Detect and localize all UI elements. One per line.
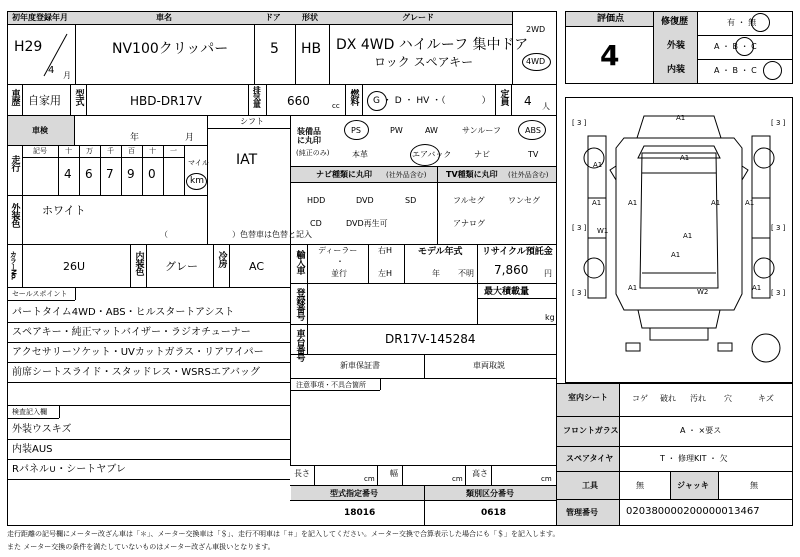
model-year-unit: 年 (432, 269, 440, 278)
interior-color-value: グレー (165, 260, 198, 273)
max-load-label: 最大積載量 (484, 287, 530, 297)
tools-label: 工具 (582, 481, 598, 490)
spare-tire-options: T ・ 修理KIT ・ 欠 (660, 454, 728, 463)
interior-label: 内装 (667, 65, 686, 75)
color-no-label: カラーNo. (9, 251, 18, 280)
equipment-item: 本革 (352, 150, 368, 159)
control-label: 管理番号 (566, 508, 598, 517)
mileage-label: 走行 (9, 155, 20, 171)
grade-line2: ロック スペアキー (374, 55, 474, 69)
sales-point: スペアキー・純正マットバイザー・ラジオチューナー (12, 327, 251, 338)
notes-label: 注意事項・不具合箇所 (296, 381, 366, 389)
tv-analog: アナログ (453, 219, 485, 228)
repair-options: 有 ・ 無 (727, 18, 757, 27)
grade-line1: DX 4WD ハイルーフ 集中ドア (336, 37, 529, 53)
abs-circle (518, 120, 546, 140)
capacity-label: 定員 (498, 89, 509, 105)
color-note: （ ）色替車は色替と記入 (160, 230, 312, 239)
recycle-label: リサイクル預託金 (482, 247, 553, 257)
ps-circle (344, 120, 369, 140)
recycle-unit: 円 (544, 269, 552, 278)
damage-mark: A1 (683, 232, 693, 240)
damage-mark: A1 (592, 199, 602, 207)
model-year-value: 不明 (458, 269, 474, 278)
mileage-digit: 0 (148, 167, 156, 181)
damage-mark: A1 (671, 251, 681, 259)
control-value: 020380000200000013467 (626, 506, 760, 517)
import-parallel: 並行 (331, 269, 347, 278)
sales-point: 前席シートスライド・スタッドレス・WSRSエアバッグ (12, 367, 261, 378)
equipment-item: PS (351, 126, 361, 135)
sales-divider (7, 322, 290, 323)
navi-dvd: DVD (356, 196, 374, 205)
bracket-mark: [ 3 ] (771, 224, 786, 232)
equipment-item: エアバック (412, 150, 452, 159)
model-value: HBD-DR17V (130, 94, 202, 108)
shape-label: 形状 (302, 13, 318, 22)
width-label: 幅 (390, 469, 398, 478)
equipment-item: サンルーフ (462, 126, 501, 135)
equipment-item: ナビ (474, 150, 490, 159)
interior-options: A ・ B ・ C (714, 66, 757, 75)
digit-divider (121, 145, 122, 195)
digit-divider (142, 145, 143, 195)
jack-value: 無 (750, 481, 758, 490)
recycle-value: 7,860 (494, 263, 529, 277)
navi-label: ナビ種類に丸印 (316, 170, 372, 179)
damage-mark: A1 (628, 199, 638, 207)
damage-mark: A1 (628, 284, 638, 292)
doors-value: 5 (270, 41, 279, 57)
bracket-mark: [ 3 ] (572, 289, 587, 297)
capacity-value: 4 (524, 94, 532, 108)
shift-label: シフト (240, 117, 264, 126)
score-value: 4 (600, 39, 620, 72)
bracket-mark: [ 3 ] (572, 224, 587, 232)
height-unit: cm (541, 475, 552, 483)
sheet-option: 汚れ (690, 394, 706, 403)
sales-divider (7, 362, 290, 363)
front-glass-label: フロントガラス (563, 426, 619, 435)
bracket-mark: [ 3 ] (572, 119, 587, 127)
car-name-value: NV100クリッパー (112, 41, 229, 57)
displacement-unit: cc (332, 102, 340, 110)
exterior-options: A ・ B ・ C (714, 42, 757, 51)
length-label: 長さ (294, 469, 310, 478)
displacement-value: 660 (287, 94, 310, 108)
front-glass-options: A ・ ×要ス (680, 426, 722, 435)
digit-header: 一 (170, 147, 177, 155)
digit-header: 十 (149, 147, 156, 155)
reg-month: 4 (48, 65, 55, 76)
sheet-option: キズ (758, 394, 774, 403)
chassis-label: 車台番号 (294, 329, 305, 361)
usage-label: 車歴 (9, 89, 20, 105)
designation-value: 18016 (344, 508, 376, 518)
fuel-options: G ・ D ・ HV ・（ ） (373, 96, 491, 106)
digit-divider (100, 145, 101, 195)
sales-points-label: セールスポイント (12, 290, 68, 298)
door-label: ドア (265, 13, 281, 22)
reg-year-label: 初年度登録年月 (12, 13, 68, 22)
damage-mark: A1 (745, 199, 755, 207)
bracket-mark: [ 3 ] (771, 289, 786, 297)
repair-label: 修復歴 (661, 17, 689, 27)
reg-era: H29 (14, 39, 43, 55)
fuel-label: 燃料 (348, 89, 359, 105)
inspector-note: Rパネル∪・シートヤブレ (12, 464, 126, 475)
sheet-option: 穴 (724, 394, 732, 403)
capacity-unit: 人 (542, 102, 550, 111)
mileage-digit: 6 (85, 167, 93, 181)
mileage-digit: 7 (106, 167, 114, 181)
tv-label: TV種類に丸印 (446, 170, 498, 179)
sales-point: アクセサリーソケット・UVカットガラス・リアワイパー (12, 347, 264, 358)
inspector-divider (7, 459, 290, 460)
digit-divider (163, 145, 164, 195)
inspector-label: 検査記入欄 (12, 408, 47, 416)
tv-fullseg: フルセグ (453, 196, 485, 205)
spare-tire-label: スペアタイヤ (566, 454, 614, 463)
mileage-unit-km: km (190, 176, 204, 186)
tools-value: 無 (636, 481, 644, 490)
digit-header: 千 (107, 147, 114, 155)
digit-divider (184, 145, 185, 195)
damage-mark: A1 (711, 199, 721, 207)
sales-divider (7, 342, 290, 343)
import-right: 右H (378, 246, 393, 255)
equipment-item: AW (425, 126, 438, 135)
digit-divider (58, 145, 59, 195)
drive-4wd: 4WD (526, 57, 546, 66)
bracket-mark: [ 3 ] (771, 119, 786, 127)
jack-label: ジャッキ (677, 481, 709, 490)
displacement-label: 排気量 (252, 86, 262, 107)
shape-value: HB (301, 41, 322, 57)
airbag-circle (410, 144, 440, 166)
equipment-item: ABS (525, 126, 541, 135)
manual-label: 車両取説 (473, 361, 505, 370)
inspection-month-unit: 月 (185, 133, 195, 143)
inspector-note: 内装AUS (12, 444, 53, 455)
digit-header: 百 (128, 147, 135, 155)
sales-divider (7, 382, 290, 383)
grade-label: グレード (402, 13, 434, 22)
damage-mark: W2 (697, 288, 709, 296)
category-value: 0618 (481, 508, 507, 518)
navi-sub: (社外品含む) (386, 171, 427, 179)
max-load-unit: kg (545, 313, 555, 322)
import-dot: ・ (336, 257, 344, 266)
sales-point: パートタイム4WD・ABS・ヒルスタートアシスト (12, 307, 235, 318)
footer-line2: また メーター交換の条件を満たしていないものはメーター改ざん車扱いとなります。 (7, 543, 275, 551)
interior-circle (763, 61, 782, 80)
tv-oneseg: ワンセグ (508, 196, 540, 205)
inspection-year-unit: 年 (130, 133, 140, 143)
digit-divider (79, 145, 80, 195)
category-label: 類別区分番号 (466, 489, 514, 498)
mileage-digit: 9 (127, 167, 135, 181)
score-label: 評価点 (597, 14, 625, 24)
mileage-sub-label: 記号 (33, 147, 47, 155)
reg-number-label: 登録番号 (294, 288, 305, 320)
inspector-divider (7, 439, 290, 440)
reg-month-unit: 月 (63, 71, 71, 80)
import-dealer: ディーラー (318, 246, 358, 255)
import-label: 輸入車 (294, 250, 305, 274)
main-form (7, 11, 557, 526)
equipment-sub-label: (純正のみ) (296, 149, 330, 157)
mileage-unit-mile: マイル (188, 159, 209, 167)
inspection-label: 車検 (32, 126, 48, 135)
height-label: 高さ (472, 469, 488, 478)
repair-circle (751, 13, 770, 32)
exterior-label: 外装 (667, 41, 686, 51)
car-name-label: 車名 (156, 13, 172, 22)
import-left: 左H (378, 269, 393, 278)
color-value: ホワイト (42, 204, 86, 217)
ac-value: AC (249, 260, 265, 273)
navi-sd: SD (405, 196, 417, 205)
chassis-value: DR17V-145284 (385, 332, 476, 346)
car-diagram-drawing (566, 98, 792, 382)
digit-header: 十 (65, 147, 72, 155)
navi-cd: CD (310, 219, 322, 228)
damage-mark: A1 (680, 154, 690, 162)
color-no-value: 26U (63, 260, 86, 273)
navi-dvd-play: DVD再生可 (346, 219, 388, 228)
usage-value: 自家用 (28, 94, 61, 107)
designation-label: 型式指定番号 (330, 489, 378, 498)
inspector-note: 外装ウスキズ (12, 424, 72, 435)
equipment-item: PW (390, 126, 403, 135)
warranty-label: 新車保証書 (340, 361, 380, 370)
damage-mark: A1 (593, 161, 603, 169)
equipment-label: 装備品に丸印 (297, 127, 321, 146)
shift-value: IAT (236, 152, 258, 168)
width-unit: cm (452, 475, 463, 483)
inspector-divider (7, 479, 290, 480)
mileage-digit: 4 (64, 167, 72, 181)
damage-mark: A1 (752, 284, 762, 292)
tv-sub: (社外品含む) (508, 171, 549, 179)
model-year-label: モデル年式 (418, 247, 463, 257)
length-unit: cm (364, 475, 375, 483)
drive-2wd: 2WD (526, 25, 546, 34)
model-label: 型式 (73, 89, 84, 105)
exterior-circle (735, 37, 754, 56)
equipment-item: TV (528, 150, 539, 159)
interior-sheet-label: 室内シート (568, 393, 608, 402)
digit-header: 万 (86, 147, 93, 155)
interior-color-label: 内装色 (133, 251, 144, 275)
sheet-option: 破れ (660, 394, 676, 403)
sheet-option: コゲ (632, 394, 648, 403)
navi-hdd: HDD (307, 196, 326, 205)
color-label: 外装色 (9, 203, 20, 227)
footer-line1: 走行距離の記号欄にメーター改ざん車は「＊」、メーター交換車は「＄」、走行不明車は「＃」を記入してください。メーター交換で合算表示した場合にも「＄」を記入します。 (7, 530, 560, 538)
damage-mark: A1 (676, 114, 686, 122)
ac-label: 冷房 (216, 251, 227, 267)
damage-mark: W1 (597, 227, 609, 235)
